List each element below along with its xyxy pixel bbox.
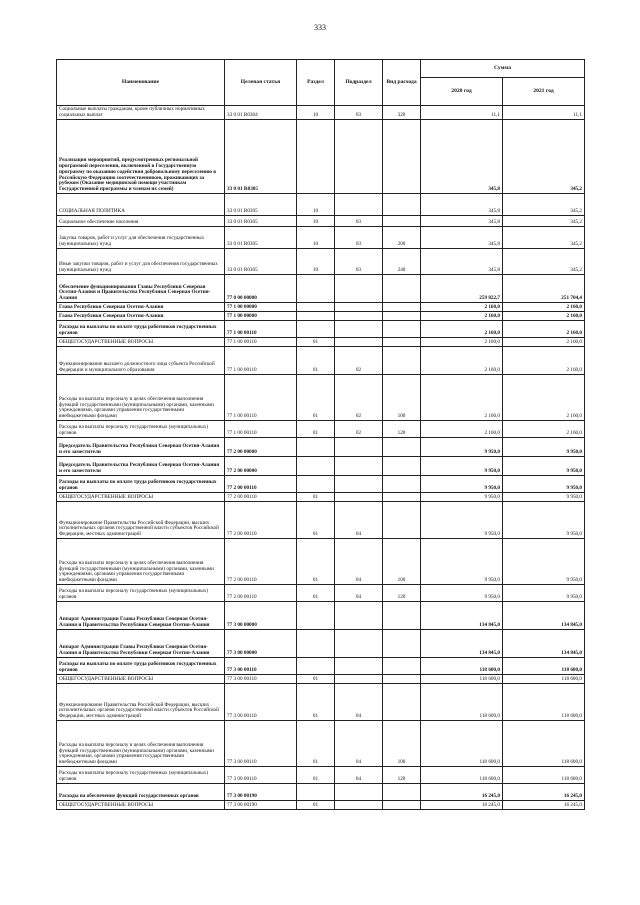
cell-name: Социальное обеспечение населения (57, 216, 225, 227)
cell-amount-2020: 134 845,0 (421, 602, 503, 630)
cell-subsection: 02 (335, 375, 383, 421)
table-row (57, 312, 585, 321)
cell-subsection: 03 (335, 216, 383, 227)
cell-amount-2020: 9 950,0 (421, 502, 503, 539)
cell-subsection (335, 303, 383, 312)
cell-subsection: 04 (335, 539, 383, 585)
cell-code: 77 3 00 00110 (225, 721, 297, 767)
cell-amount-2020: 9 950,0 (421, 585, 503, 602)
cell-kind (383, 675, 421, 684)
cell-amount-2020: 118 600,0 (421, 658, 503, 675)
cell-kind (383, 312, 421, 321)
cell-kind (383, 602, 421, 630)
cell-name: Председатель Правительства Республики Северная Осетия-Алания и его заместители (57, 457, 225, 476)
cell-code: 77 0 00 00000 (225, 275, 297, 303)
cell-section (297, 303, 335, 312)
cell-subsection: 02 (335, 347, 383, 375)
cell-amount-2020: 2 160,0 (421, 303, 503, 312)
table-row (57, 275, 585, 303)
page-number: 333 (314, 23, 326, 32)
cell-amount-2020: 9 950,0 (421, 539, 503, 585)
cell-section: 01 (297, 421, 335, 438)
table-row (57, 303, 585, 312)
cell-subsection: 04 (335, 721, 383, 767)
cell-subsection (335, 658, 383, 675)
cell-subsection (335, 438, 383, 457)
cell-kind (383, 303, 421, 312)
cell-name: Функционирование Правительства Российской Федерации, высших исполнительных органов государственной власти субъектов Российской Федерации, местных администраций (57, 502, 225, 539)
cell-kind (383, 275, 421, 303)
table-row (57, 249, 585, 275)
cell-code: 77 3 00 00000 (225, 602, 297, 630)
cell-subsection (335, 493, 383, 502)
cell-subsection: 03 (335, 106, 383, 120)
cell-amount-2020: 2 160,0 (421, 347, 503, 375)
header-subsection: Подраздел (335, 60, 383, 106)
cell-name: Социальные выплаты гражданам, кроме публичных нормативных социальных выплат (57, 106, 225, 120)
cell-name: Расходы на выплаты персоналу в целях обеспечения выполнения функций государственными (муниципальными) органами, казенными учреждениями, органами управления государственными внебюджетными фондами (57, 721, 225, 767)
cell-subsection (335, 321, 383, 338)
cell-amount-2021: 9 950,0 (503, 476, 585, 493)
cell-subsection (335, 457, 383, 476)
cell-name: ОБЩЕГОСУДАРСТВЕННЫЕ ВОПРОСЫ (57, 675, 225, 684)
cell-amount-2021: 16 245,0 (503, 784, 585, 801)
cell-section (297, 120, 335, 194)
cell-subsection (335, 630, 383, 658)
cell-amount-2020: 2 160,0 (421, 321, 503, 338)
cell-name: Расходы на выплаты персоналу в целях обеспечения выполнения функций государственными (муниципальными) органами, казенными учреждениями, органами управления государственными внебюджетными фондами (57, 375, 225, 421)
cell-amount-2021: 118 600,0 (503, 658, 585, 675)
cell-amount-2020: 2 160,0 (421, 338, 503, 347)
cell-subsection (335, 602, 383, 630)
cell-section (297, 602, 335, 630)
cell-code: 33 0 01 R0305 (225, 216, 297, 227)
cell-code: 77 1 00 00110 (225, 338, 297, 347)
cell-amount-2021: 345,2 (503, 194, 585, 216)
cell-kind (383, 216, 421, 227)
cell-name: Аппарат Администрации Главы Республики Северная Осетия-Алания и Правительства Республики Северная Осетия-Алания (57, 630, 225, 658)
cell-code: 77 1 00 00110 (225, 375, 297, 421)
table-row (57, 106, 585, 120)
table-row (57, 784, 585, 801)
table-row (57, 801, 585, 810)
cell-name: Функционирование Правительства Российской Федерации, высших исполнительных органов государственной власти субъектов Российской Федерации, местных администраций (57, 684, 225, 721)
cell-code: 77 3 00 00190 (225, 784, 297, 801)
cell-name: ОБЩЕГОСУДАРСТВЕННЫЕ ВОПРОСЫ (57, 493, 225, 502)
cell-subsection (335, 675, 383, 684)
cell-amount-2021: 11,1 (503, 106, 585, 120)
cell-code: 77 1 00 00000 (225, 312, 297, 321)
cell-kind (383, 493, 421, 502)
cell-amount-2020: 16 245,0 (421, 801, 503, 810)
cell-amount-2020: 11,1 (421, 106, 503, 120)
cell-amount-2021: 9 950,0 (503, 585, 585, 602)
cell-code: 77 1 00 00110 (225, 421, 297, 438)
table-row (57, 675, 585, 684)
cell-kind: 320 (383, 106, 421, 120)
cell-kind (383, 194, 421, 216)
table-row (57, 457, 585, 476)
cell-section: 01 (297, 585, 335, 602)
cell-section (297, 630, 335, 658)
table-row (57, 194, 585, 216)
cell-name: Глава Республики Северная Осетия-Алания (57, 303, 225, 312)
cell-code: 77 2 00 00110 (225, 539, 297, 585)
cell-subsection (335, 801, 383, 810)
cell-amount-2020: 2 160,0 (421, 375, 503, 421)
cell-amount-2021: 134 845,0 (503, 630, 585, 658)
cell-name: ОБЩЕГОСУДАРСТВЕННЫЕ ВОПРОСЫ (57, 801, 225, 810)
cell-amount-2020: 118 600,0 (421, 721, 503, 767)
table-row (57, 767, 585, 784)
cell-section: 01 (297, 502, 335, 539)
cell-section: 01 (297, 721, 335, 767)
cell-kind (383, 457, 421, 476)
cell-kind: 100 (383, 539, 421, 585)
cell-amount-2020: 118 600,0 (421, 684, 503, 721)
cell-code: 77 2 00 00110 (225, 493, 297, 502)
cell-amount-2020: 9 950,0 (421, 438, 503, 457)
header-year-2021: 2021 год (503, 78, 585, 106)
cell-amount-2021: 9 950,0 (503, 502, 585, 539)
cell-subsection: 04 (335, 767, 383, 784)
cell-code: 33 0 01 R0305 (225, 249, 297, 275)
cell-amount-2020: 118 600,0 (421, 767, 503, 784)
cell-amount-2020: 118 600,0 (421, 675, 503, 684)
cell-code: 77 1 00 00110 (225, 347, 297, 375)
table-row (57, 630, 585, 658)
header-name: Наименование (57, 60, 225, 106)
cell-amount-2020: 9 950,0 (421, 476, 503, 493)
cell-name: Расходы на выплаты персоналу в целях обеспечения выполнения функций государственными (муниципальными) органами, казенными учреждениями, органами управления государственными внебюджетными фондами (57, 539, 225, 585)
cell-kind: 120 (383, 767, 421, 784)
table-row (57, 438, 585, 457)
cell-section: 01 (297, 347, 335, 375)
header-code: Целевая статья (225, 60, 297, 106)
cell-section (297, 476, 335, 493)
cell-amount-2021: 2 160,0 (503, 312, 585, 321)
cell-subsection (335, 476, 383, 493)
cell-code: 77 3 00 00110 (225, 767, 297, 784)
cell-subsection (335, 275, 383, 303)
cell-section (297, 438, 335, 457)
cell-amount-2020: 9 950,0 (421, 493, 503, 502)
cell-section (297, 312, 335, 321)
cell-amount-2021: 345,2 (503, 227, 585, 249)
cell-name: Расходы на выплаты по оплате труда работников государственных органов (57, 321, 225, 338)
cell-code: 77 3 00 00110 (225, 658, 297, 675)
table-body (57, 106, 585, 810)
cell-section: 10 (297, 194, 335, 216)
cell-amount-2021: 118 600,0 (503, 684, 585, 721)
budget-table (56, 59, 585, 810)
cell-code: 33 0 01 R0305 (225, 194, 297, 216)
cell-name: Закупка товаров, работ и услуг для обеспечения государственных (муниципальных) нужд (57, 227, 225, 249)
cell-amount-2021: 118 600,0 (503, 675, 585, 684)
cell-subsection (335, 338, 383, 347)
cell-section: 10 (297, 106, 335, 120)
cell-section (297, 784, 335, 801)
cell-kind (383, 476, 421, 493)
table-row (57, 476, 585, 493)
cell-section: 10 (297, 249, 335, 275)
cell-kind: 200 (383, 227, 421, 249)
cell-amount-2020: 134 845,0 (421, 630, 503, 658)
cell-section: 10 (297, 216, 335, 227)
table-row (57, 375, 585, 421)
cell-code: 77 2 00 00110 (225, 502, 297, 539)
cell-amount-2021: 134 845,0 (503, 602, 585, 630)
cell-kind (383, 120, 421, 194)
cell-code: 33 0 01 R0305 (225, 120, 297, 194)
cell-code: 77 1 00 00000 (225, 303, 297, 312)
cell-name: ОБЩЕГОСУДАРСТВЕННЫЕ ВОПРОСЫ (57, 338, 225, 347)
cell-amount-2020: 16 245,0 (421, 784, 503, 801)
cell-amount-2021: 118 600,0 (503, 721, 585, 767)
cell-code: 77 1 00 00110 (225, 321, 297, 338)
cell-section: 01 (297, 493, 335, 502)
header-section: Раздел (297, 60, 335, 106)
cell-subsection: 04 (335, 502, 383, 539)
cell-amount-2021: 9 950,0 (503, 493, 585, 502)
cell-subsection: 03 (335, 249, 383, 275)
cell-amount-2020: 345,8 (421, 227, 503, 249)
cell-name: Функционирование высшего должностного лица субъекта Российской Федерации и муниципального образования (57, 347, 225, 375)
cell-kind (383, 338, 421, 347)
cell-code: 33 0 01 R0304 (225, 106, 297, 120)
cell-amount-2021: 345,2 (503, 216, 585, 227)
cell-kind (383, 321, 421, 338)
cell-name: Расходы на выплаты персоналу государственных (муниципальных) органов (57, 421, 225, 438)
cell-subsection (335, 120, 383, 194)
cell-kind (383, 784, 421, 801)
table-row (57, 493, 585, 502)
cell-code: 77 3 00 00110 (225, 675, 297, 684)
cell-section (297, 275, 335, 303)
cell-name: Расходы на выплаты по оплате труда работников государственных органов (57, 658, 225, 675)
cell-name: Расходы на выплаты по оплате труда работников государственных органов (57, 476, 225, 493)
cell-code: 77 3 00 00110 (225, 684, 297, 721)
table-row (57, 585, 585, 602)
cell-code: 77 3 00 00190 (225, 801, 297, 810)
cell-kind (383, 801, 421, 810)
cell-kind: 240 (383, 249, 421, 275)
cell-section: 01 (297, 767, 335, 784)
cell-kind (383, 502, 421, 539)
header-kind: Вид расхода (383, 60, 421, 106)
cell-name: Расходы на обеспечение функций государственных органов (57, 784, 225, 801)
cell-section (297, 658, 335, 675)
table-row (57, 321, 585, 338)
cell-name: Обеспечение функционирования Главы Республики Северная Осетия-Алания и Правительства Республики Северная Осетия-Алания (57, 275, 225, 303)
cell-amount-2021: 345,2 (503, 249, 585, 275)
cell-amount-2020: 345,8 (421, 120, 503, 194)
cell-name: Иные закупки товаров, работ и услуг для обеспечения государственных (муниципальных) нужд (57, 249, 225, 275)
cell-amount-2021: 2 160,0 (503, 338, 585, 347)
cell-section: 10 (297, 227, 335, 249)
cell-subsection (335, 312, 383, 321)
cell-name: СОЦИАЛЬНАЯ ПОЛИТИКА (57, 194, 225, 216)
table-row (57, 721, 585, 767)
cell-amount-2020: 2 160,0 (421, 421, 503, 438)
table-row (57, 658, 585, 675)
table-row (57, 216, 585, 227)
cell-section (297, 321, 335, 338)
cell-kind (383, 658, 421, 675)
cell-amount-2021: 9 950,0 (503, 539, 585, 585)
cell-code: 77 2 00 00110 (225, 585, 297, 602)
cell-amount-2021: 2 160,0 (503, 347, 585, 375)
cell-name: Глава Республики Северная Осетия-Алания (57, 312, 225, 321)
cell-name: Реализация мероприятий, предусмотренных региональной программой переселения, включенной в Государственную программу по оказанию содействия добровольному переселению в Российскую Федерацию соотечественников, проживающих за рубежом (Оказание медицинской помощи участникам Государственной программы и членам их семей) (57, 120, 225, 194)
cell-name: Председатель Правительства Республики Северная Осетия-Алания и его заместители (57, 438, 225, 457)
cell-section (297, 457, 335, 476)
cell-subsection (335, 194, 383, 216)
cell-kind (383, 347, 421, 375)
cell-kind: 100 (383, 375, 421, 421)
header-sum: Сумма (421, 60, 585, 78)
table-row (57, 602, 585, 630)
cell-section: 01 (297, 539, 335, 585)
cell-amount-2021: 345,2 (503, 120, 585, 194)
table-row (57, 338, 585, 347)
table-row (57, 539, 585, 585)
table-row (57, 502, 585, 539)
header-year-2020: 2020 год (421, 78, 503, 106)
cell-code: 77 2 00 00000 (225, 457, 297, 476)
cell-subsection (335, 784, 383, 801)
cell-subsection: 03 (335, 227, 383, 249)
cell-code: 77 2 00 00000 (225, 438, 297, 457)
cell-section: 01 (297, 375, 335, 421)
cell-amount-2020: 345,8 (421, 194, 503, 216)
cell-amount-2021: 16 245,0 (503, 801, 585, 810)
cell-name: Аппарат Администрации Главы Республики Северная Осетия-Алания и Правительства Республики Северная Осетия-Алания (57, 602, 225, 630)
cell-kind: 120 (383, 421, 421, 438)
cell-amount-2021: 251 704,4 (503, 275, 585, 303)
cell-section: 01 (297, 801, 335, 810)
cell-code: 33 0 01 R0305 (225, 227, 297, 249)
cell-kind: 120 (383, 585, 421, 602)
cell-amount-2021: 2 160,0 (503, 421, 585, 438)
cell-amount-2021: 2 160,0 (503, 303, 585, 312)
cell-subsection: 04 (335, 684, 383, 721)
cell-kind (383, 630, 421, 658)
cell-kind: 100 (383, 721, 421, 767)
cell-amount-2021: 2 160,0 (503, 321, 585, 338)
table-row (57, 347, 585, 375)
cell-subsection: 04 (335, 585, 383, 602)
cell-section: 01 (297, 684, 335, 721)
cell-amount-2020: 9 950,0 (421, 457, 503, 476)
cell-amount-2021: 9 950,0 (503, 457, 585, 476)
cell-kind (383, 438, 421, 457)
table-row (57, 684, 585, 721)
cell-kind (383, 684, 421, 721)
table-row (57, 120, 585, 194)
cell-name: Расходы на выплаты персоналу государственных (муниципальных) органов (57, 585, 225, 602)
cell-amount-2021: 2 160,0 (503, 375, 585, 421)
table-row (57, 421, 585, 438)
cell-amount-2021: 9 950,0 (503, 438, 585, 457)
cell-amount-2021: 118 600,0 (503, 767, 585, 784)
cell-amount-2020: 2 160,0 (421, 312, 503, 321)
cell-section: 01 (297, 338, 335, 347)
cell-section: 01 (297, 675, 335, 684)
cell-subsection: 02 (335, 421, 383, 438)
cell-amount-2020: 259 822,7 (421, 275, 503, 303)
cell-amount-2020: 345,8 (421, 216, 503, 227)
cell-code: 77 2 00 00110 (225, 476, 297, 493)
cell-name: Расходы на выплаты персоналу государственных (муниципальных) органов (57, 767, 225, 784)
table-row (57, 227, 585, 249)
cell-amount-2020: 345,8 (421, 249, 503, 275)
cell-code: 77 3 00 00000 (225, 630, 297, 658)
